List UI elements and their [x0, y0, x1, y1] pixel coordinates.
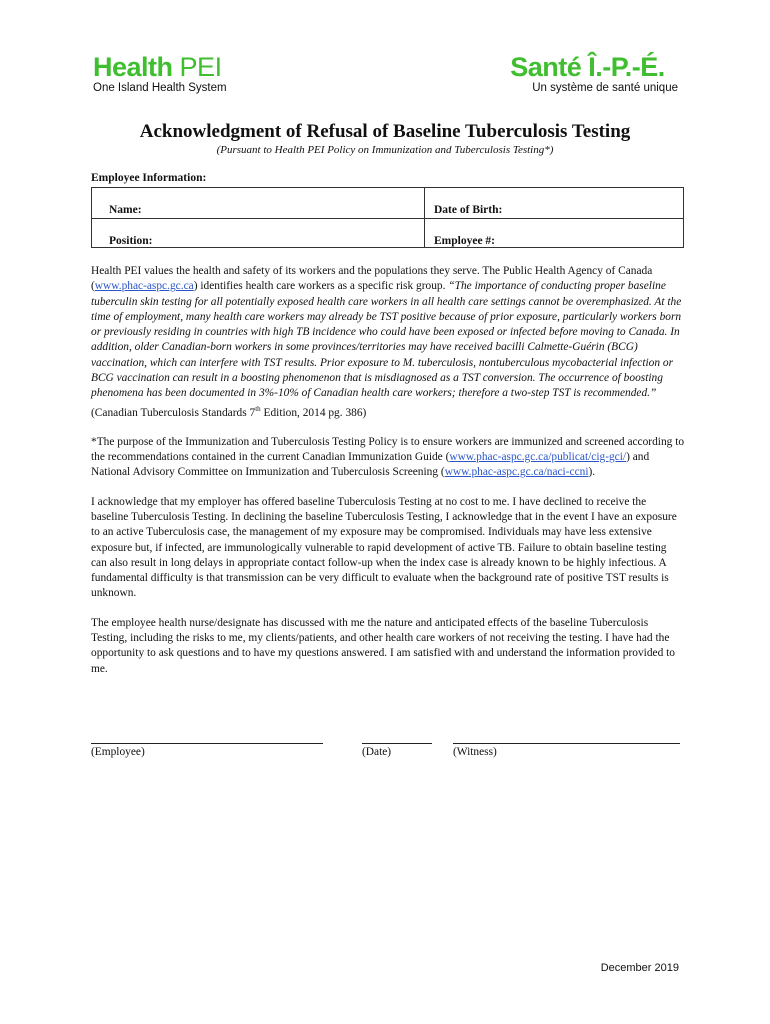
page-title: Acknowledgment of Refusal of Baseline Tuberculosis Testing: [139, 121, 631, 142]
p2-text-b: ) and National Advisory Committee on Immunization and Tuberculosis Screening (: [91, 451, 650, 479]
p2-text-a: *The purpose of the Immunization and Tuberculosis Testing Policy is to ensure workers are immunized and screened according to the recommendations contained in the current Canadian Immunization Guide (: [91, 435, 685, 464]
sante-ipe-logo-subtitle: Un système de santé unique: [532, 82, 678, 94]
paragraph-discussion: The employee health nurse/designate has discussed with me the nature and anticipated effects of the baseline Tuberculosis Testing, including the risks to me, my clients/patients, and other health care workers of not receiving the testing. I have had the opportunity to ask questions and to have my questions answered. I am satisfied with and understand the information provided to me.: [91, 616, 675, 675]
paragraph-acknowledgement: I acknowledge that my employer has offered baseline Tuberculosis Testing at no cost to me. I have declined to receive the baseline Tuberculosis Testing. In declining the baseline Tuberculosis Testing, I acknowledge that in the event I have an exposure to an active Tuberculosis case, the management of my exposure may be compromised. Individuals may have less extensive exposure but, if infected, are immunologically vulnerable to rapid development of active TB. Failure to obtain baseline testing can also result in long delays in appropriate contact follow-up when the index case is already known to be highly infectious. A fundamental difficulty is that transmission can be very difficult to evaluate when the background rate of positive TST results is unknown.: [91, 495, 677, 600]
sante-ipe-logo: [510, 52, 678, 95]
witness-signature-label: (Witness): [453, 746, 497, 758]
cig-link[interactable]: www.phac-aspc.gc.ca/publicat/cig-gci/: [449, 451, 627, 464]
witness-signature-line: [453, 743, 680, 744]
date-of-birth-field[interactable]: Date of Birth:: [434, 204, 503, 216]
date-signature-line: [362, 743, 432, 744]
employee-info-heading: Employee Information:: [91, 172, 207, 184]
phac-link[interactable]: www.phac-aspc.gc.ca: [94, 280, 194, 293]
employee-signature[interactable]: [91, 733, 323, 758]
name-field[interactable]: Name:: [109, 204, 142, 216]
employee-info-table: [91, 187, 684, 248]
position-field[interactable]: Position:: [109, 235, 153, 247]
p1-text-b: ) identifies health care workers as a specific risk group.: [193, 280, 449, 293]
paragraph-policy-purpose: [91, 435, 685, 481]
employee-number-field[interactable]: Employee #:: [434, 235, 496, 247]
witness-signature[interactable]: [453, 733, 680, 758]
health-pei-logo-title: [93, 52, 227, 82]
p1-citation-b: Edition, 2014 pg. 386): [260, 406, 367, 419]
date-signature-label: (Date): [362, 746, 392, 758]
page-subtitle: (Pursuant to Health PEI Policy on Immunization and Tuberculosis Testing*): [216, 144, 554, 156]
p1-text-a: Health PEI values the health and safety of its workers and the populations they serve. The Public Health Agency of Canada (: [91, 265, 653, 293]
p2-text-c: ).: [588, 466, 596, 479]
sante-ipe-logo-title: Santé Î.-P.-É.: [510, 52, 665, 82]
health-pei-logo-subtitle: One Island Health System: [93, 82, 227, 94]
paragraph-phac: [91, 264, 685, 421]
employee-signature-label: (Employee): [91, 746, 145, 758]
table-row-divider: [92, 218, 683, 219]
logo-title-light: PEI: [179, 52, 222, 82]
footer-date: December 2019: [600, 962, 679, 974]
naci-link[interactable]: www.phac-aspc.gc.ca/naci-ccni: [444, 466, 589, 479]
health-pei-logo: [93, 52, 227, 95]
logo-title-bold: Health: [93, 52, 173, 82]
table-column-divider: [424, 188, 425, 247]
p1-citation-sup: th: [255, 404, 261, 413]
date-signature[interactable]: [362, 733, 432, 758]
tb-standards-quote: “The importance of conducting proper baseline tuberculin skin testing for all potentially exposed health care workers in all health care settings cannot be overemphasized. At the time of employment, many health care workers may already be TST positive because of prior exposure, particularly workers born or previously residing in countries with high TB incidence who could have been exposed or infected before moving to Canada. In addition, older Canadian-born workers in some provinces/territories may have received bacilli Calmette-Guérin (BCG) vaccination, which can interfere with TST results. Prior exposure to M. tuberculosis, nontuberculous mycobacterial infection or BCG vaccination can result in a boosting phenomenon that is misdiagnosed as a TST conversion. The occurrence of boosting phenomena has been documented in 3%-10% of Canadian health care workers; therefore a two-step TST is recommended.”: [91, 280, 682, 400]
document-body: [91, 264, 685, 691]
p1-citation-a: (Canadian Tuberculosis Standards 7: [91, 406, 256, 419]
employee-signature-line: [91, 743, 323, 744]
